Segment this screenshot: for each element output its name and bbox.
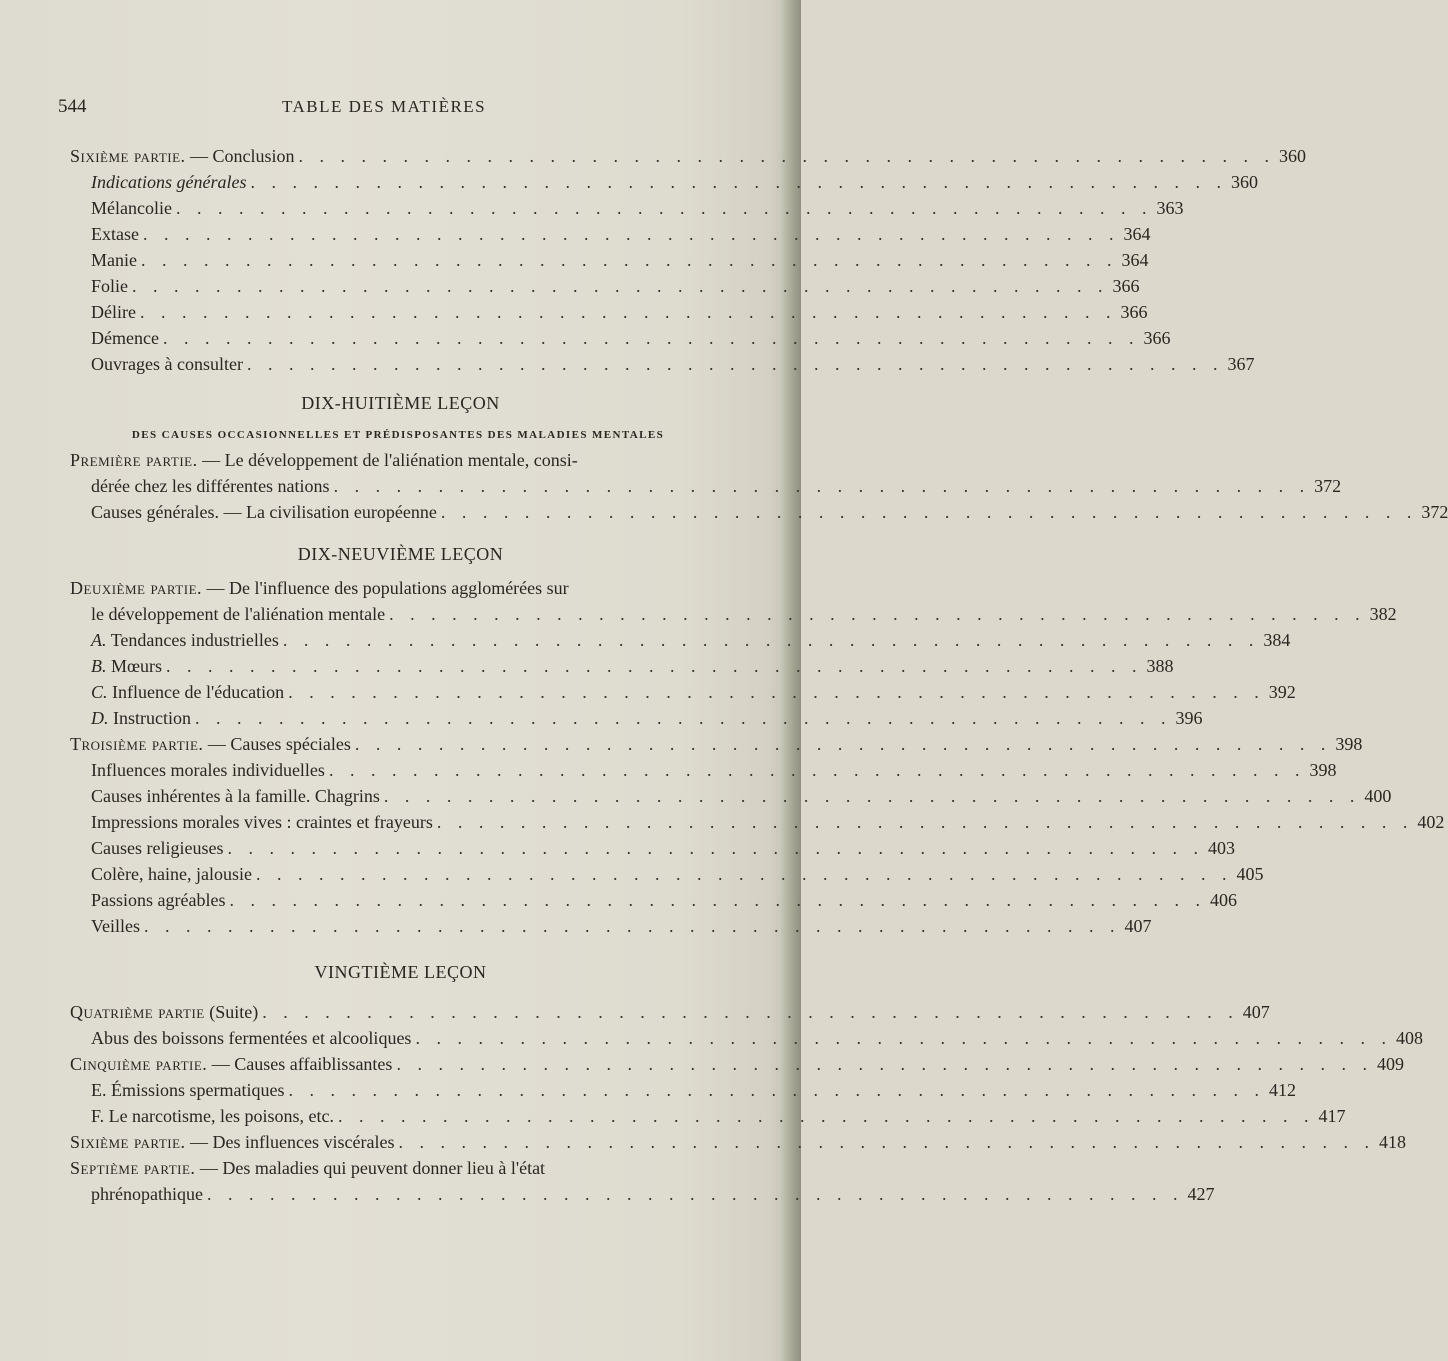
page-ref: 366 [1143, 328, 1171, 348]
lesson-heading: VINGTIÈME LEÇON [314, 962, 487, 982]
page-ref: 363 [1156, 198, 1184, 218]
toc-entry: B. Mœurs . . . . . . . . . . . . . . . . . . . . . . . . . . . . . . . . . . . . . . . . . . . . . . . 388 [91, 656, 1174, 676]
toc-entry: Délire . . . . . . . . . . . . . . . . . . . . . . . . . . . . . . . . . . . . . . . . . . . . . . . 366 [91, 302, 1148, 322]
dot-leader: . . . . . . . . . . . . . . . . . . . . . . . . . . . . . . . . . . . . . . . . . . . . . . . [436, 812, 1414, 832]
dot-leader: . . . . . . . . . . . . . . . . . . . . . . . . . . . . . . . . . . . . . . . . . . . . . . . [144, 916, 1121, 936]
toc-entry: Extase . . . . . . . . . . . . . . . . . . . . . . . . . . . . . . . . . . . . . . . . . . . . . . . 364 [91, 224, 1151, 244]
dot-leader: . . . . . . . . . . . . . . . . . . . . . . . . . . . . . . . . . . . . . . . . . . . . . . . [140, 250, 1118, 270]
toc-entry: Influences morales individuelles . . . . . . . . . . . . . . . . . . . . . . . . . . . . . . . . . . . . . . . . . . . . . . . 398 [91, 760, 1337, 780]
page-ref: 408 [1395, 1028, 1423, 1048]
toc-text-line: Première partie. — Le développement de l'aliénation mentale, consi- [70, 450, 578, 470]
running-title: TABLE DES MATIÈRES [282, 97, 487, 116]
running-header [0, 96, 801, 122]
page-ref: 396 [1175, 708, 1203, 728]
dot-leader: . . . . . . . . . . . . . . . . . . . . . . . . . . . . . . . . . . . . . . . . . . . . . . . [175, 198, 1153, 218]
lesson-heading: DIX-HUITIÈME LEÇON [301, 393, 500, 413]
lesson-subtitle: DES CAUSES OCCASIONNELLES ET PRÉDISPOSANTES DES MALADIES MENTALES [131, 429, 665, 441]
toc-entry: Manie . . . . . . . . . . . . . . . . . . . . . . . . . . . . . . . . . . . . . . . . . . . . . . . 364 [91, 250, 1149, 270]
page-ref: 364 [1123, 224, 1151, 244]
toc-entry: Quatrième partie (Suite) . . . . . . . . . . . . . . . . . . . . . . . . . . . . . . . . . . . . . . . . . . . . . . . 407 [70, 1002, 1270, 1022]
dot-leader: . . . . . . . . . . . . . . . . . . . . . . . . . . . . . . . . . . . . . . . . . . . . . . . [246, 354, 1224, 374]
toc-entry: Mélancolie . . . . . . . . . . . . . . . . . . . . . . . . . . . . . . . . . . . . . . . . . . . . . . . 363 [91, 198, 1184, 218]
dot-leader: . . . . . . . . . . . . . . . . . . . . . . . . . . . . . . . . . . . . . . . . . . . . . . . [333, 476, 1311, 496]
toc-entry: Abus des boissons fermentées et alcooliques . . . . . . . . . . . . . . . . . . . . . . . . . . . . . . . . . . . . . . . . . . . . . . . 408 [91, 1028, 1423, 1048]
toc-text-line: Deuxième partie. — De l'influence des populations agglomérées sur [70, 578, 569, 598]
dot-leader: . . . . . . . . . . . . . . . . . . . . . . . . . . . . . . . . . . . . . . . . . . . . . . . [383, 786, 1361, 806]
page-ref: 372 [1421, 502, 1448, 522]
page-ref: 372 [1314, 476, 1342, 496]
toc-entry: Indications générales . . . . . . . . . . . . . . . . . . . . . . . . . . . . . . . . . . . . . . . . . . . . . . . 360 [91, 172, 1258, 192]
page-ref: 366 [1112, 276, 1140, 296]
toc-entry: Démence . . . . . . . . . . . . . . . . . . . . . . . . . . . . . . . . . . . . . . . . . . . . . . . 366 [91, 328, 1171, 348]
page-ref: 412 [1268, 1080, 1296, 1100]
dot-leader: . . . . . . . . . . . . . . . . . . . . . . . . . . . . . . . . . . . . . . . . . . . . . . . [415, 1028, 1392, 1048]
toc-entry: Ouvrages à consulter . . . . . . . . . . . . . . . . . . . . . . . . . . . . . . . . . . . . . . . . . . . . . . . 367 [91, 354, 1255, 374]
toc-entry: Impressions morales vives : craintes et frayeurs . . . . . . . . . . . . . . . . . . . . . . . . . . . . . . . . . . . . . . . . . . . . . . . 402 [91, 812, 1445, 832]
page-ref: 406 [1209, 890, 1237, 910]
page-ref: 392 [1268, 682, 1296, 702]
toc-entry: le développement de l'aliénation mentale . . . . . . . . . . . . . . . . . . . . . . . . . . . . . . . . . . . . . . . . . . . . . . . 382 [91, 604, 1397, 624]
lesson-heading: DIX-NEUVIÈME LEÇON [297, 544, 504, 564]
page-ref: 417 [1318, 1106, 1346, 1126]
toc-entry: Causes inhérentes à la famille. Chagrins . . . . . . . . . . . . . . . . . . . . . . . . . . . . . . . . . . . . . . . . . . . . . . . 400 [91, 786, 1392, 806]
toc-entry: Causes générales. — La civilisation européenne . . . . . . . . . . . . . . . . . . . . . . . . . . . . . . . . . . . . . . . . . . . . . . . 372 [91, 502, 1448, 522]
dot-leader: . . . . . . . . . . . . . . . . . . . . . . . . . . . . . . . . . . . . . . . . . . . . . . . [250, 172, 1227, 192]
page-ref: 418 [1378, 1132, 1406, 1152]
dot-leader: . . . . . . . . . . . . . . . . . . . . . . . . . . . . . . . . . . . . . . . . . . . . . . . [262, 1002, 1239, 1022]
toc-entry: phrénopathique . . . . . . . . . . . . . . . . . . . . . . . . . . . . . . . . . . . . . . . . . . . . . . . 427 [91, 1184, 1215, 1204]
page-ref: 360 [1230, 172, 1258, 192]
dot-leader: . . . . . . . . . . . . . . . . . . . . . . . . . . . . . . . . . . . . . . . . . . . . . . . [338, 1106, 1315, 1126]
toc-entry: dérée chez les différentes nations . . . . . . . . . . . . . . . . . . . . . . . . . . . . . . . . . . . . . . . . . . . . . . . 372 [91, 476, 1342, 496]
dot-leader: . . . . . . . . . . . . . . . . . . . . . . . . . . . . . . . . . . . . . . . . . . . . . . . [389, 604, 1366, 624]
dot-leader: . . . . . . . . . . . . . . . . . . . . . . . . . . . . . . . . . . . . . . . . . . . . . . . [206, 1184, 1184, 1204]
toc-entry: Veilles . . . . . . . . . . . . . . . . . . . . . . . . . . . . . . . . . . . . . . . . . . . . . . . 407 [91, 916, 1152, 936]
toc-entry: D. Instruction . . . . . . . . . . . . . . . . . . . . . . . . . . . . . . . . . . . . . . . . . . . . . . . 396 [91, 708, 1203, 728]
page-ref: 388 [1146, 656, 1174, 676]
dot-leader: . . . . . . . . . . . . . . . . . . . . . . . . . . . . . . . . . . . . . . . . . . . . . . . [229, 890, 1206, 910]
toc-entry: A. Tendances industrielles . . . . . . . . . . . . . . . . . . . . . . . . . . . . . . . . . . . . . . . . . . . . . . . 384 [91, 630, 1291, 650]
page-ref: 398 [1335, 734, 1363, 754]
dot-leader: . . . . . . . . . . . . . . . . . . . . . . . . . . . . . . . . . . . . . . . . . . . . . . . [166, 656, 1143, 676]
dot-leader: . . . . . . . . . . . . . . . . . . . . . . . . . . . . . . . . . . . . . . . . . . . . . . . [255, 864, 1233, 884]
page-ref: 407 [1242, 1002, 1270, 1022]
page-number: 544 [58, 96, 87, 117]
page-ref: 405 [1236, 864, 1264, 884]
page-ref: 384 [1263, 630, 1291, 650]
page-ref: 402 [1417, 812, 1445, 832]
toc-entry: Folie . . . . . . . . . . . . . . . . . . . . . . . . . . . . . . . . . . . . . . . . . . . . . . . 366 [91, 276, 1140, 296]
dot-leader: . . . . . . . . . . . . . . . . . . . . . . . . . . . . . . . . . . . . . . . . . . . . . . . [132, 276, 1109, 296]
dot-leader: . . . . . . . . . . . . . . . . . . . . . . . . . . . . . . . . . . . . . . . . . . . . . . . [282, 630, 1260, 650]
toc-entry: Colère, haine, jalousie . . . . . . . . . . . . . . . . . . . . . . . . . . . . . . . . . . . . . . . . . . . . . . . 405 [91, 864, 1264, 884]
dot-leader: . . . . . . . . . . . . . . . . . . . . . . . . . . . . . . . . . . . . . . . . . . . . . . . [288, 1080, 1265, 1100]
dot-leader: . . . . . . . . . . . . . . . . . . . . . . . . . . . . . . . . . . . . . . . . . . . . . . . [227, 838, 1204, 858]
dot-leader: . . . . . . . . . . . . . . . . . . . . . . . . . . . . . . . . . . . . . . . . . . . . . . . [162, 328, 1140, 348]
toc-entry: Causes religieuses . . . . . . . . . . . . . . . . . . . . . . . . . . . . . . . . . . . . . . . . . . . . . . . 403 [91, 838, 1235, 858]
dot-leader: . . . . . . . . . . . . . . . . . . . . . . . . . . . . . . . . . . . . . . . . . . . . . . . [398, 1132, 1375, 1152]
dot-leader: . . . . . . . . . . . . . . . . . . . . . . . . . . . . . . . . . . . . . . . . . . . . . . . [142, 224, 1120, 244]
page-ref: 400 [1364, 786, 1392, 806]
dot-leader: . . . . . . . . . . . . . . . . . . . . . . . . . . . . . . . . . . . . . . . . . . . . . . . [440, 502, 1418, 522]
toc-entry: Sixième partie. — Conclusion . . . . . . . . . . . . . . . . . . . . . . . . . . . . . . . . . . . . . . . . . . . . . . . 360 [70, 146, 1307, 166]
toc-entry: Sixième partie. — Des influences viscérales . . . . . . . . . . . . . . . . . . . . . . . . . . . . . . . . . . . . . . . . . . . . . . . 418 [70, 1132, 1406, 1152]
toc-entry: C. Influence de l'éducation . . . . . . . . . . . . . . . . . . . . . . . . . . . . . . . . . . . . . . . . . . . . . . . 392 [91, 682, 1296, 702]
dot-leader: . . . . . . . . . . . . . . . . . . . . . . . . . . . . . . . . . . . . . . . . . . . . . . . [298, 146, 1276, 166]
dot-leader: . . . . . . . . . . . . . . . . . . . . . . . . . . . . . . . . . . . . . . . . . . . . . . . [328, 760, 1306, 780]
page-ref: 427 [1187, 1184, 1215, 1204]
page-ref: 366 [1120, 302, 1148, 322]
dot-leader: . . . . . . . . . . . . . . . . . . . . . . . . . . . . . . . . . . . . . . . . . . . . . . . [354, 734, 1332, 754]
dot-leader: . . . . . . . . . . . . . . . . . . . . . . . . . . . . . . . . . . . . . . . . . . . . . . . [396, 1054, 1373, 1074]
page-ref: 398 [1309, 760, 1337, 780]
dot-leader: . . . . . . . . . . . . . . . . . . . . . . . . . . . . . . . . . . . . . . . . . . . . . . . [288, 682, 1265, 702]
page-ref: 367 [1227, 354, 1255, 374]
toc-entry: E. Émissions spermatiques . . . . . . . . . . . . . . . . . . . . . . . . . . . . . . . . . . . . . . . . . . . . . . . 412 [91, 1080, 1296, 1100]
page-ref: 364 [1121, 250, 1149, 270]
dot-leader: . . . . . . . . . . . . . . . . . . . . . . . . . . . . . . . . . . . . . . . . . . . . . . . [139, 302, 1117, 322]
page-ref: 407 [1124, 916, 1152, 936]
toc-entry: Cinquième partie. — Causes affaiblissantes . . . . . . . . . . . . . . . . . . . . . . . . . . . . . . . . . . . . . . . . . . . . . . . 409 [70, 1054, 1404, 1074]
toc-entry: Passions agréables . . . . . . . . . . . . . . . . . . . . . . . . . . . . . . . . . . . . . . . . . . . . . . . 406 [91, 890, 1237, 910]
toc-text-line: Septième partie. — Des maladies qui peuvent donner lieu à l'état [70, 1158, 546, 1178]
toc-entry: F. Le narcotisme, les poisons, etc. . . . . . . . . . . . . . . . . . . . . . . . . . . . . . . . . . . . . . . . . . . . . . . . 417 [91, 1106, 1346, 1126]
page-ref: 403 [1207, 838, 1235, 858]
page-ref: 409 [1376, 1054, 1404, 1074]
page-ref: 360 [1279, 146, 1307, 166]
toc-entry: Troisième partie. — Causes spéciales . . . . . . . . . . . . . . . . . . . . . . . . . . . . . . . . . . . . . . . . . . . . . . . 398 [70, 734, 1363, 754]
dot-leader: . . . . . . . . . . . . . . . . . . . . . . . . . . . . . . . . . . . . . . . . . . . . . . . [195, 708, 1172, 728]
page-ref: 382 [1369, 604, 1397, 624]
